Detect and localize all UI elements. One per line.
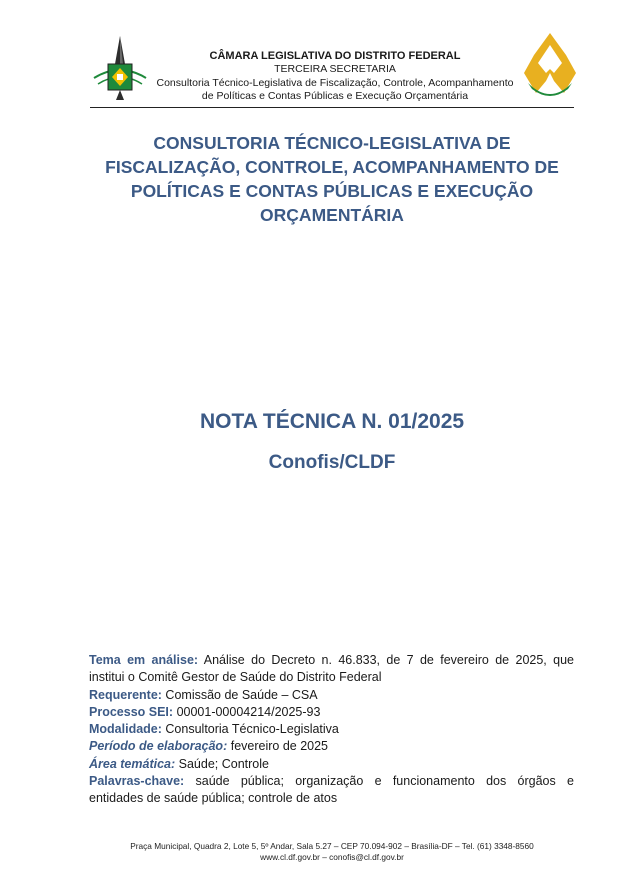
footer-contact: www.cl.df.gov.br – conofis@cl.df.gov.br (260, 852, 404, 862)
meta-palavras-value-cont: entidades de saúde pública; controle de atos (89, 791, 338, 806)
footer-address: Praça Municipal, Quadra 2, Lote 5, 5º Andar, Sala 5.27 – CEP 70.094-902 – Brasília-DF – Tel. (61) 3348-8560 (130, 841, 534, 851)
document-footer (90, 841, 574, 863)
meta-requerente-row (89, 687, 574, 704)
meta-processo-value: 00001-00004214/2025-93 (176, 704, 321, 719)
meta-requerente-value: Comissão de Saúde – CSA (165, 687, 318, 702)
title-line: ORÇAMENTÁRIA (260, 205, 404, 225)
meta-tema-value: Análise do Decreto n. 46.833, de 7 de fevereiro de 2025, que (203, 653, 574, 667)
meta-periodo-label: Período de elaboração: (89, 739, 228, 754)
df-coat-of-arms-icon (90, 34, 150, 102)
meta-processo-row (89, 704, 574, 721)
meta-modalidade-value: Consultoria Técnico-Legislativa (165, 722, 339, 737)
title-line: POLÍTICAS E CONTAS PÚBLICAS E EXECUÇÃO (130, 181, 534, 201)
header-line-1: Consultoria Técnico-Legislativa de Fiscalização, Controle, Acompanhamento (156, 76, 514, 89)
header-divider (90, 107, 574, 108)
meta-tema-value-cont: institui o Comitê Gestor de Saúde do Distrito Federal (89, 670, 382, 685)
document-title (90, 131, 574, 227)
title-line: CONSULTORIA TÉCNICO-LEGISLATIVA DE (153, 133, 511, 153)
meta-tema-label: Tema em análise: (89, 653, 199, 667)
title-line: FISCALIZAÇÃO, CONTROLE, ACOMPANHAMENTO DE (105, 157, 559, 177)
document-header (150, 49, 520, 104)
metadata-block (89, 652, 574, 808)
nota-tecnica-number: NOTA TÉCNICA N. 01/2025 (199, 410, 465, 433)
meta-processo-label: Processo SEI: (89, 704, 174, 719)
header-line-2: de Políticas e Contas Públicas e Execução Orçamentária (201, 90, 469, 102)
meta-modalidade-label: Modalidade: (89, 722, 162, 737)
meta-area-value: Saúde; Controle (178, 756, 269, 771)
meta-tema-row (89, 652, 574, 669)
meta-modalidade-row (89, 721, 574, 738)
meta-palavras-row-cont (89, 790, 574, 807)
header-secretaria: TERCEIRA SECRETARIA (274, 63, 396, 75)
meta-periodo-row (89, 738, 574, 755)
meta-palavras-row (89, 773, 574, 790)
meta-palavras-label: Palavras-chave: (89, 774, 185, 789)
meta-area-row (89, 756, 574, 773)
header-organization: CÂMARA LEGISLATIVA DO DISTRITO FEDERAL (209, 50, 461, 62)
meta-tema-row-cont (89, 669, 574, 686)
meta-palavras-value: saúde pública; organização e funcionamento dos órgãos e (195, 774, 574, 789)
issuing-unit: Conofis/CLDF (268, 452, 396, 473)
meta-area-label: Área temática: (89, 756, 176, 771)
cldf-logo-icon (524, 33, 576, 99)
meta-periodo-value: fevereiro de 2025 (230, 739, 329, 754)
meta-requerente-label: Requerente: (89, 687, 162, 702)
